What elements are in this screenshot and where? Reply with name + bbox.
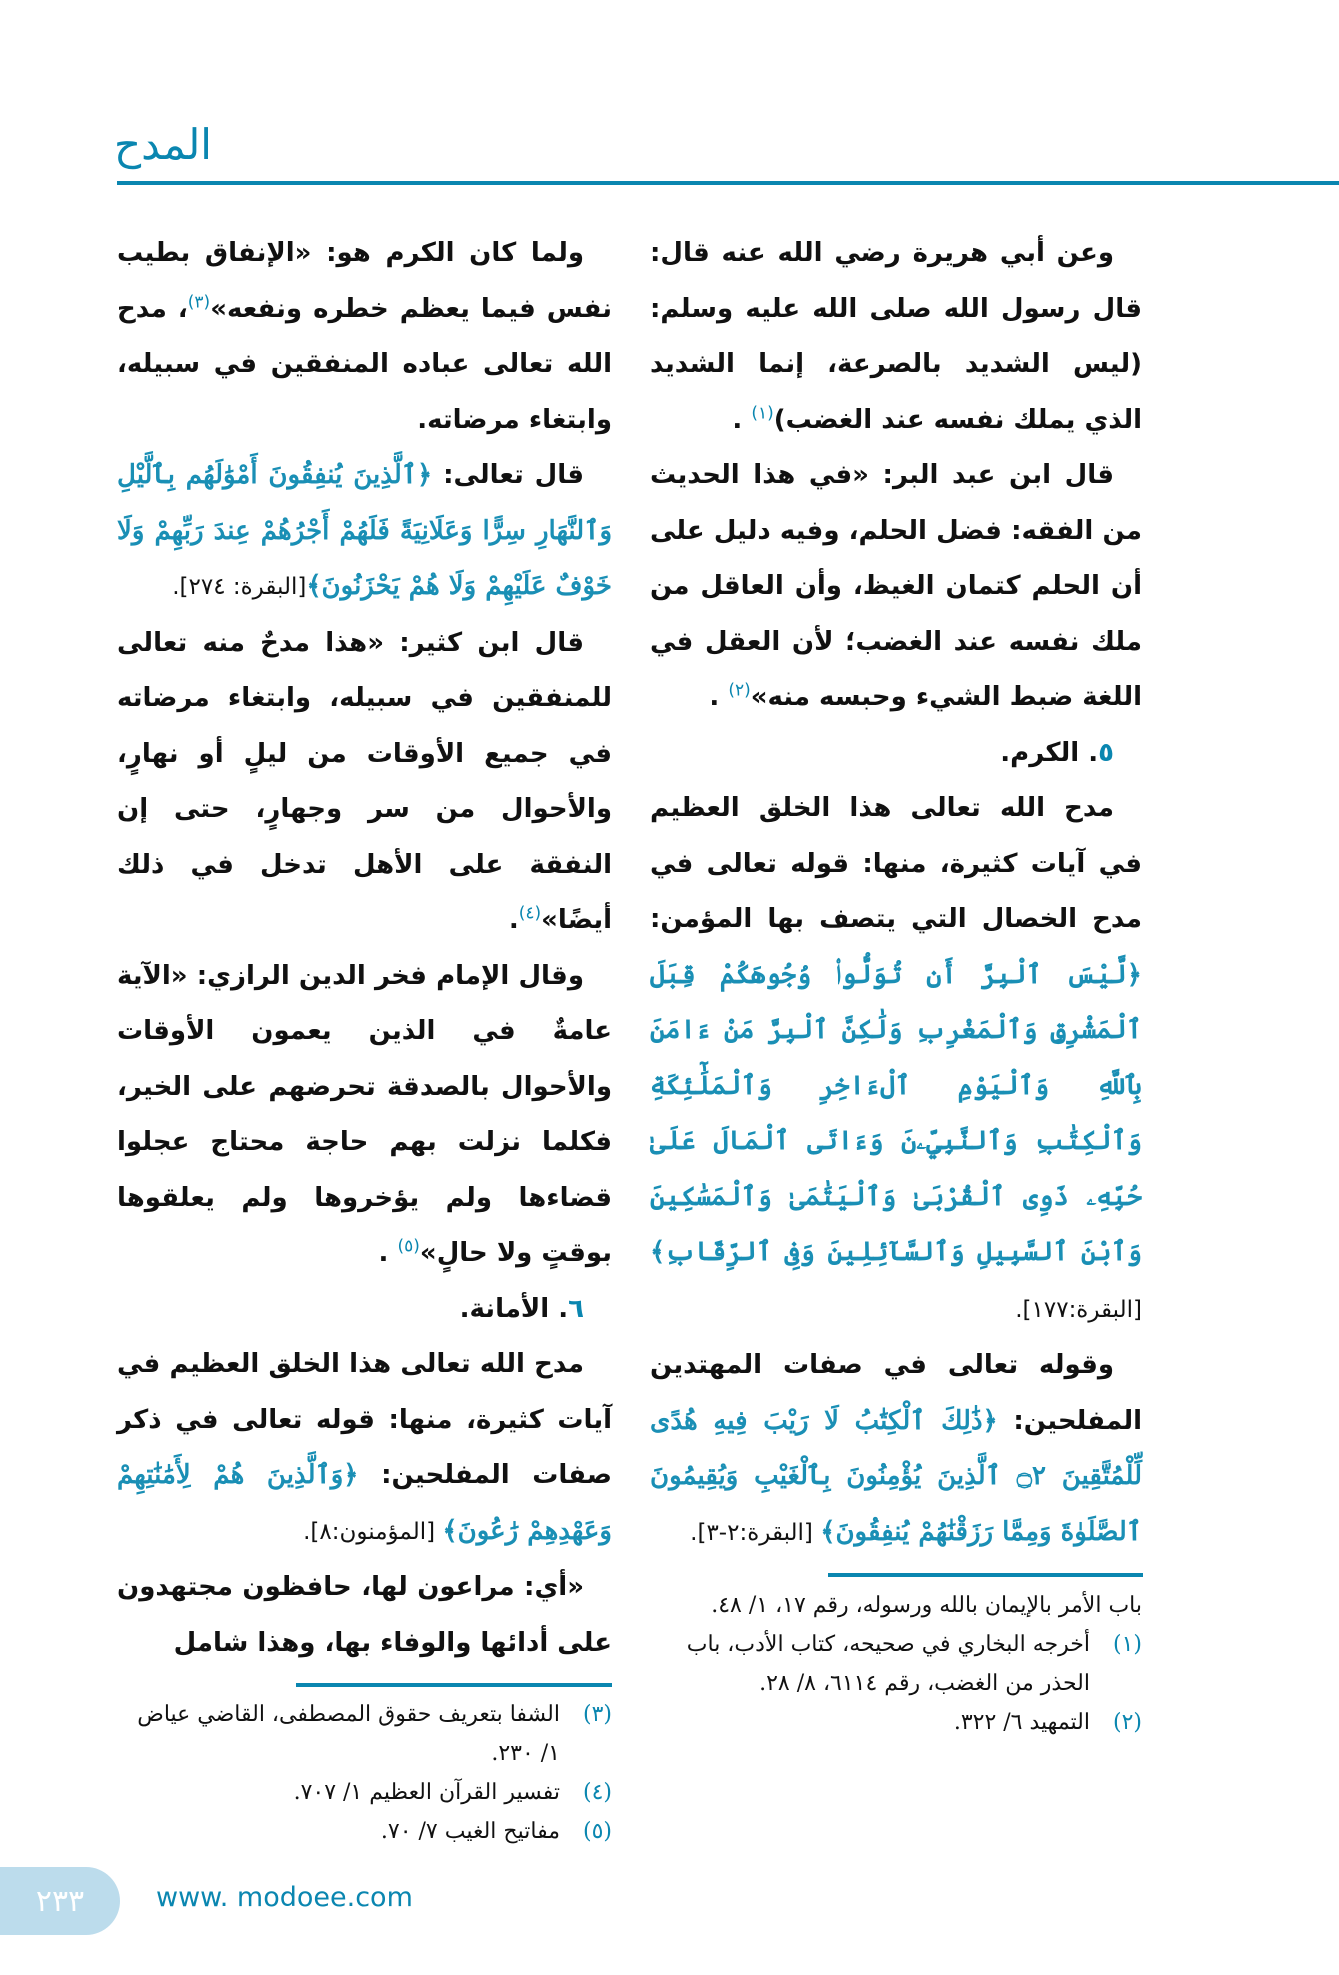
paragraph (117, 949, 612, 1282)
left-column (117, 226, 612, 1671)
chapter-title: المدح (114, 120, 212, 169)
footnote (650, 1625, 1142, 1703)
quran-verse: ﴿لَّيْسَ ٱلْبِرَّ أَن تُوَلُّوا۟ وُجُوهَكُمْ قِبَلَ ٱلْمَشْرِقِ وَٱلْمَغْرِبِ وَلَٰكِنَّ ٱلْبِرَّ مَنْ ءَامَنَ بِٱللَّهِ وَٱلْيَوْمِ ٱلْءَاخِرِ وَٱلْمَلَٰٓئِكَةِ وَٱلْكِتَٰبِ وَٱلنَّبِيِّۦنَ وَءَاتَى ٱلْمَالَ عَلَىٰ حُبِّهِۦ ذَوِى ٱلْقُرْبَىٰ وَٱلْيَتَٰمَىٰ وَٱلْمَسَٰكِينَ وَٱبْنَ ٱلسَّبِيلِ وَٱلسَّآئِلِينَ وَفِى ٱلرِّقَابِ﴾ (650, 959, 1142, 1267)
footnote (117, 1695, 612, 1773)
section-heading (117, 1282, 612, 1338)
footnote-rule-left (296, 1683, 612, 1687)
footnote-text: تفسير القرآن العظيم ١/ ٧٠٧. (293, 1780, 560, 1805)
verse-reference: [البقرة: ٢٧٤]. (172, 574, 307, 600)
footnote-number: (٥) (582, 1819, 612, 1844)
footnote-number: (١) (1112, 1632, 1142, 1657)
paragraph-text: قال ابن عبد البر: «في هذا الحديث من الفقه: فضل الحلم، وفيه دليل على أن الحلم كتمان الغيظ، وأن العاقل من ملك نفسه عند الغضب؛ لأن العقل في اللغة ضبط الشيء وحبسه منه» (650, 460, 1142, 712)
section-heading (650, 726, 1142, 782)
paragraph (117, 448, 612, 616)
footnote-ref[interactable]: (٤) (518, 903, 542, 924)
footnote-ref[interactable]: (١) (751, 402, 774, 423)
paragraph (650, 1338, 1142, 1561)
paragraph-text: ولما كان الكرم هو: «الإنفاق بطيب نفس فيما يعظم خطره ونفعه» (117, 238, 612, 324)
footnote-number: (٢) (1112, 1710, 1142, 1735)
paragraph-text: «أي: مراعون لها، حافظون مجتهدون على أدائها والوفاء بها، وهذا شامل (117, 1572, 612, 1658)
footnote (650, 1703, 1142, 1742)
paragraph-text: مدح الله تعالى هذا الخلق العظيم في آيات كثيرة، منها: قوله تعالى في مدح الخصال التي يتصف بها المؤمن: (650, 793, 1142, 934)
footnote-text: أخرجه البخاري في صحيحه، كتاب الأدب، باب الحذر من الغضب، رقم ٦١١٤، ٨/ ٢٨. (686, 1632, 1090, 1696)
section-label: . الكرم. (1000, 737, 1099, 768)
footnotes-right (650, 1586, 1142, 1742)
verse-reference: [البقرة:٢-٣]. (690, 1519, 821, 1546)
footnote-text: الشفا بتعريف حقوق المصطفى، القاضي عياض ١/ ٢٣٠. (137, 1702, 560, 1766)
paragraph-text: قال تعالى: (432, 460, 584, 490)
footnote-number: (٣) (582, 1702, 612, 1727)
paragraph-end: . (378, 1238, 398, 1268)
paragraph-end: ، مدح الله تعالى عباده المنفقين في سبيله، وابتغاء مرضاته. (117, 293, 612, 435)
quran-verse: ﴿ٱلَّذِينَ يُنفِقُونَ أَمْوَٰلَهُم بِٱلَّيْلِ وَٱلنَّهَارِ سِرًّا وَعَلَانِيَةً فَلَهُمْ أَجْرُهُمْ عِندَ رَبِّهِمْ وَلَا خَوْفٌ عَلَيْهِمْ وَلَا هُمْ يَحْزَنُونَ﴾ (117, 460, 612, 601)
footnote-ref[interactable]: (٥) (397, 1236, 420, 1257)
section-number: ٦ (568, 1293, 584, 1324)
footnotes-left (117, 1695, 612, 1851)
paragraph-end: . (732, 404, 752, 435)
paragraph (650, 226, 1142, 448)
paragraph-end: . (508, 905, 519, 935)
paragraph-text: قال ابن كثير: «هذا مدحٌ منه تعالى للمنفقين في سبيله، وابتغاء مرضاته في جميع الأوقات من ليلٍ أو نهارٍ، والأحوال من سر وجهارٍ، حتى إن النفقة على الأهل تدخل في ذلك أيضًا» (117, 627, 612, 935)
paragraph (117, 1560, 612, 1671)
paragraph (650, 781, 1142, 1338)
verse-reference: [البقرة:١٧٧]. (1015, 1296, 1142, 1323)
website-link[interactable]: www. modoee.com (156, 1882, 413, 1913)
paragraph-end: . (709, 682, 729, 712)
footnote-ref[interactable]: (٢) (728, 680, 751, 701)
paragraph-text: وعن أبي هريرة رضي الله عنه قال: قال رسول الله صلى الله عليه وسلم: (ليس الشديد بالصرعة، إنما الشديد الذي يملك نفسه عند الغضب) (650, 238, 1142, 435)
paragraph-text: وقال الإمام فخر الدين الرازي: «الآية عامةٌ في الذين يعمون الأوقات والأحوال بالصدقة تحرضهم على الخير، فكلما نزلت بهم حاجة محتاج عجلوا قضاءها ولم يؤخروها ولم يعلقوها بوقتٍ ولا حالٍ» (117, 960, 612, 1268)
footnote-rule-right (828, 1573, 1143, 1577)
footnote (117, 1773, 612, 1812)
section-label: . الأمانة. (459, 1293, 569, 1324)
right-column (650, 226, 1142, 1561)
quran-verse: ﴿وَٱلَّذِينَ هُمْ لِأَمَٰنَٰتِهِمْ وَعَهْدِهِمْ رَٰعُونَ﴾ (117, 1460, 612, 1546)
header-rule (117, 181, 1339, 185)
footnote-text: التمهيد ٦/ ٣٢٢. (953, 1710, 1090, 1735)
paragraph (117, 1337, 612, 1560)
verse-reference: [المؤمنون:٨]. (303, 1518, 443, 1545)
footnote-number: (٤) (582, 1780, 612, 1805)
quran-verse: ﴿ذَٰلِكَ ٱلْكِتَٰبُ لَا رَيْبَ فِيهِ هُدًى لِّلْمُتَّقِينَ ۝٢ ٱلَّذِينَ يُؤْمِنُونَ بِٱلْغَيْبِ وَيُقِيمُونَ ٱلصَّلَوٰةَ وَمِمَّا رَزَقْنَٰهُمْ يُنفِقُونَ﴾ (650, 1405, 1142, 1547)
footnote-text: مفاتيح الغيب ٧/ ٧٠. (380, 1819, 560, 1844)
footnote-continuation: باب الأمر بالإيمان بالله ورسوله، رقم ١٧، ١/ ٤٨. (711, 1593, 1142, 1618)
paragraph-text: وقوله تعالى في صفات المهتدين المفلحين: (650, 1350, 1142, 1436)
paragraph (117, 226, 612, 448)
paragraph (117, 616, 612, 949)
paragraph-text: مدح الله تعالى هذا الخلق العظيم في آيات كثيرة، منها: قوله تعالى في ذكر صفات المفلحين: (117, 1349, 612, 1490)
footnote-ref[interactable]: (٣) (187, 291, 211, 312)
section-number: ٥ (1098, 737, 1114, 768)
paragraph (650, 448, 1142, 726)
page-number: ٢٣٣ (0, 1867, 120, 1935)
footnote (117, 1812, 612, 1851)
